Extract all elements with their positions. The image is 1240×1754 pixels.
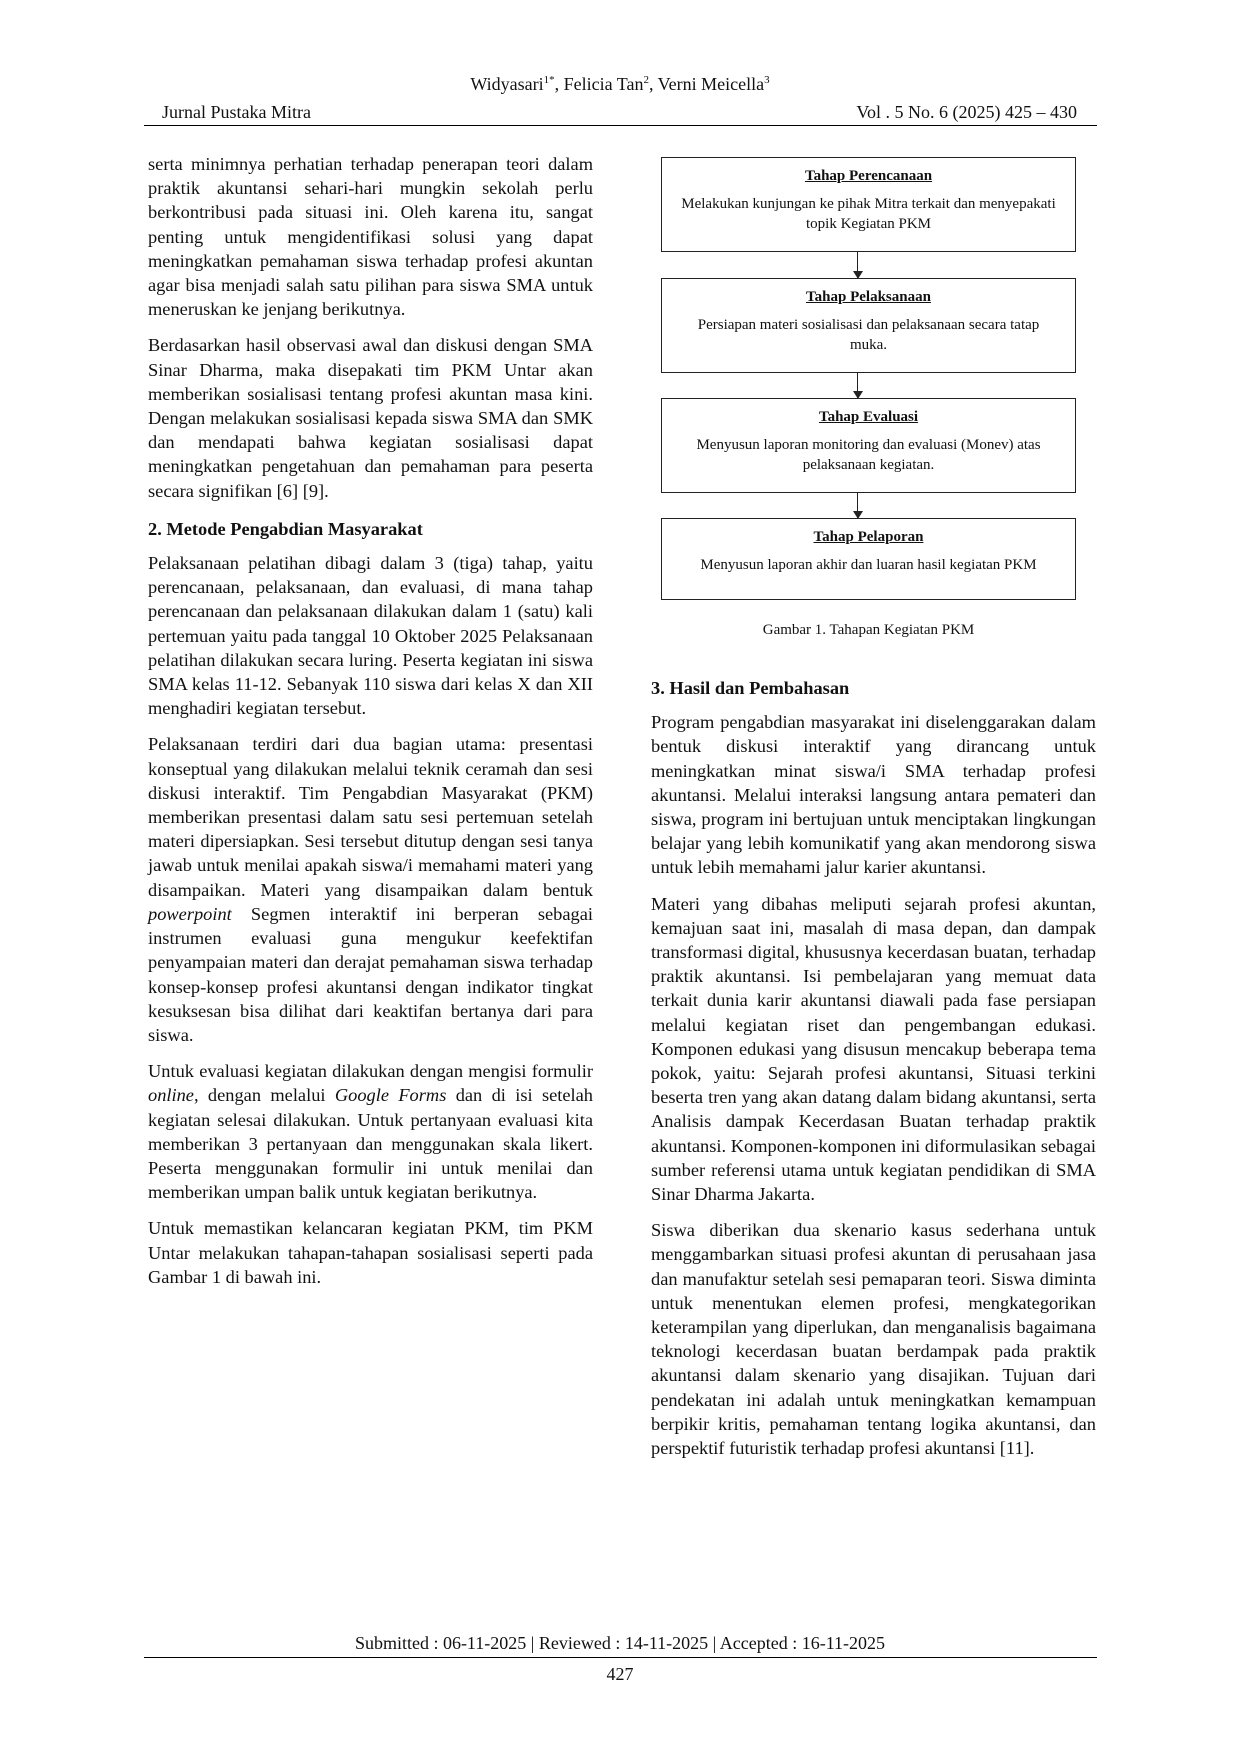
paragraph: Berdasarkan hasil observasi awal dan diskusi dengan SMA Sinar Dharma, maka disepakati tim PKM Untar akan memberikan sosialisasi tentang profesi akuntan masa kini. Dengan melakukan sosialisasi kepada siswa SMA dan SMK dan mendapati bahwa kegiatan sosialisasi dapat meningkatkan pengetahuan dan pemahaman para peserta secara signifikan [6] [9]. xyxy=(148,335,593,501)
footer-dates: Submitted : 06-11-2025 | Reviewed : 14-11-2025 | Accepted : 16-11-2025 xyxy=(354,1633,886,1653)
flowchart-step-pelaporan xyxy=(661,518,1076,600)
flowchart-step-title: Tahap Perencanaan xyxy=(804,168,933,184)
flowchart-arrow xyxy=(857,373,858,398)
right-column xyxy=(651,676,1096,1472)
flowchart-arrow xyxy=(857,493,858,518)
header-divider xyxy=(144,125,1097,126)
flowchart-step-desc: Persiapan materi sosialisasi dan pelaksanaan secara tatap muka. xyxy=(697,317,1040,353)
flowchart-step-desc: Menyusun laporan monitoring dan evaluasi (Monev) atas pelaksanaan kegiatan. xyxy=(696,437,1041,473)
flowchart-step-desc: Menyusun laporan akhir dan luaran hasil kegiatan PKM xyxy=(700,557,1037,573)
flowchart-step-desc: Melakukan kunjungan ke pihak Mitra terkait dan menyepakati topik Kegiatan PKM xyxy=(681,196,1056,232)
page-number: 427 xyxy=(606,1664,634,1684)
figure-caption: Gambar 1. Tahapan Kegiatan PKM xyxy=(762,622,975,638)
paragraph: Untuk evaluasi kegiatan dilakukan dengan mengisi formulir online, dengan melalui Google Forms dan di isi setelah kegiatan selesai dilakukan. Untuk pertanyaan evaluasi kita memberikan 3 pertanyaan dan menggunakan skala likert. Peserta menggunakan formulir ini untuk menilai dan memberikan umpan balik untuk kegiatan berikutnya. xyxy=(148,1061,594,1203)
flowchart-step-evaluasi xyxy=(661,398,1076,493)
paragraph: Pelaksanaan pelatihan dibagi dalam 3 (tiga) tahap, yaitu perencanaan, pelaksanaan, dan evaluasi, di mana tahap perencanaan dan pelaksanaan dilakukan dalam 1 (satu) kali pertemuan yaitu pada tanggal 10 Oktober 2025 Pelaksanaan pelatihan dilakukan secara luring. Peserta kegiatan ini siswa SMA kelas 11-12. Sebanyak 110 siswa dari kelas X dan XII menghadiri kegiatan tersebut. xyxy=(148,553,593,719)
flowchart-step-title: Tahap Pelaksanaan xyxy=(806,289,931,305)
paragraph: Siswa diberikan dua skenario kasus sederhana untuk menggambarkan situasi profesi akuntan di perusahaan jasa dan manufaktur setelah sesi pemaparan teori. Siswa diminta untuk menentukan elemen profesi, mengkategorikan keterampilan yang diperlukan, dan menganalisis bagaimana teknologi kecerdasan buatan berdampak pada praktik akuntansi dalam skenario yang disajikan. Tujuan dari pendekatan ini adalah untuk meningkatkan kemampuan berpikir kritis, pemahaman tentang logika akuntansi, dan perspektif futuristik terhadap profesi akuntansi [11]. xyxy=(651,1220,1096,1459)
flowchart-step-perencanaan xyxy=(661,157,1076,252)
header-volume: Vol . 5 No. 6 (2025) 425 – 430 xyxy=(856,102,1077,122)
header-authors: Widyasari$^{1*}$, Felicia Tan$^2$, Verni Meicella$^3$ xyxy=(470,74,770,94)
paragraph: Pelaksanaan terdiri dari dua bagian utama: presentasi konseptual yang dilakukan melalui teknik ceramah dan sesi diskusi interaktif. Tim Pengabdian Masyarakat (PKM) memberikan presentasi dalam satu sesi pertemuan setelah materi dipersiapkan. Sesi tersebut ditutup dengan sesi tanya jawab untuk menilai apakah siswa/i memahami materi yang disampaikan. Materi yang disampaikan dalam bentuk powerpoint Segmen interaktif ini berperan sebagai instrumen evaluasi guna mengukur keefektifan penyampaian materi dan derajat pemahaman siswa terhadap konsep-konsep profesi akuntansi dengan indikator tingkat kesuksesan bisa dilihat dari keaktifan bertanya dari para siswa. xyxy=(148,734,593,1045)
flowchart-step-pelaksanaan xyxy=(661,278,1076,373)
paragraph: Program pengabdian masyarakat ini diselenggarakan dalam bentuk diskusi interaktif yang dirancang untuk meningkatkan minat siswa/i SMA terhadap profesi akuntansi. Melalui interaksi langsung antara pemateri dan siswa, program ini bertujuan untuk menciptakan lingkungan belajar yang lebih komunikatif yang akan mendorong siswa untuk lebih memahami jalur karier akuntansi. xyxy=(651,712,1096,878)
flowchart-step-title: Tahap Pelaporan xyxy=(813,529,924,545)
section-title: 2. Metode Pengabdian Masyarakat xyxy=(148,518,423,539)
flowchart-arrow xyxy=(857,252,858,278)
footer-divider xyxy=(144,1657,1097,1658)
flowchart-step-title: Tahap Evaluasi xyxy=(818,409,919,425)
paragraph: Untuk memastikan kelancaran kegiatan PKM, tim PKM Untar melakukan tahapan-tahapan sosialisasi seperti pada Gambar 1 di bawah ini. xyxy=(148,1218,593,1287)
header-journal-name: Jurnal Pustaka Mitra xyxy=(162,102,311,122)
left-column xyxy=(148,152,593,1301)
section-title: 3. Hasil dan Pembahasan xyxy=(651,678,850,698)
paragraph: serta minimnya perhatian terhadap penerapan teori dalam praktik akuntansi sehari-hari mungkin sekolah perlu berkontribusi pada situasi ini. Oleh karena itu, sangat penting untuk mengidentifikasi solusi yang dapat meningkatkan pemahaman siswa terhadap profesi akuntan agar bisa menjadi salah satu pilihan para siswa SMA untuk meneruskan ke jenjang berikutnya. xyxy=(148,154,593,320)
paragraph: Materi yang dibahas meliputi sejarah profesi akuntan, kemajuan saat ini, masalah di masa depan, dan dampak transformasi digital, khususnya kecerdasan buatan, terhadap praktik akuntansi. Isi pembelajaran yang memuat data terkait dunia karir akuntansi diawali pada fase persiapan melalui kegiatan riset dan pengembangan edukasi. Komponen edukasi yang disusun mencakup beberapa tema pokok, yaitu: Sejarah profesi akuntansi, Situasi terkini beserta tren yang akan datang dalam bidang akuntansi, serta Analisis dampak Kecerdasan Buatan terhadap praktik akuntansi. Komponen-komponen ini diformulasikan sebagai sumber referensi utama untuk kegiatan pendidikan di SMA Sinar Dharma Jakarta. xyxy=(651,893,1096,1205)
